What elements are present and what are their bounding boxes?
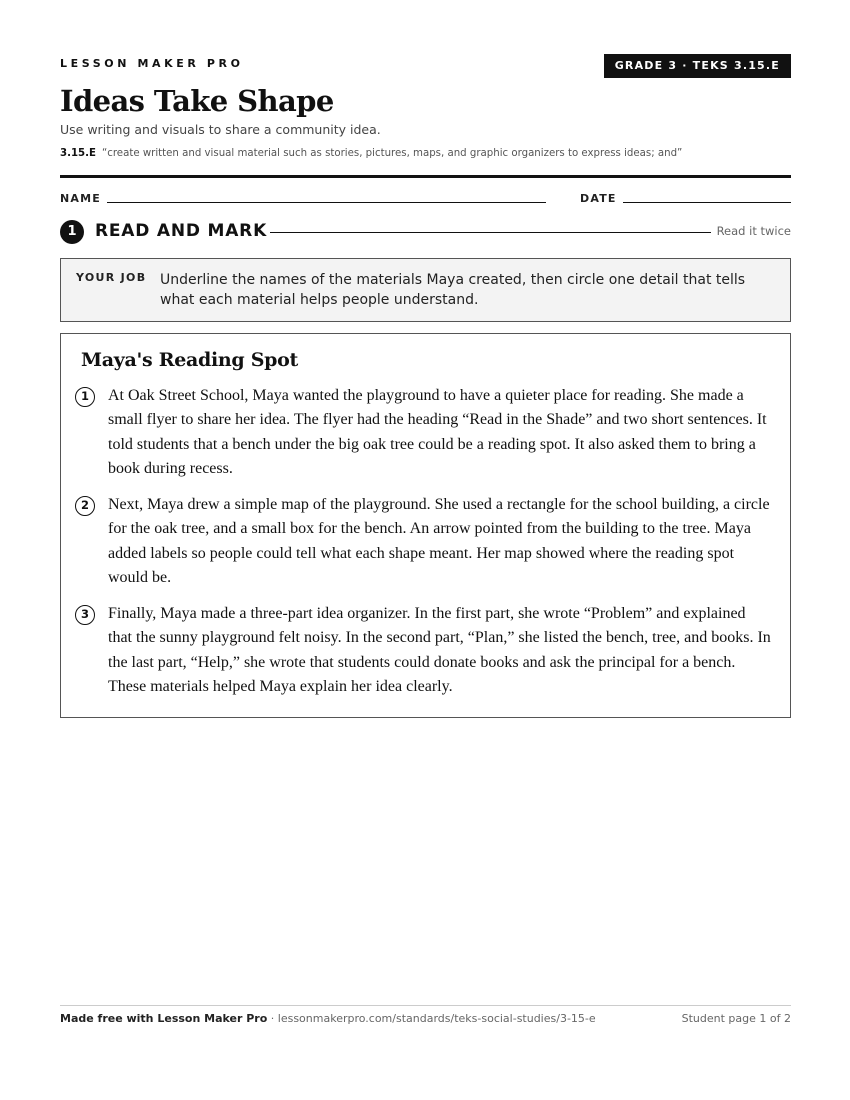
header-divider — [60, 175, 791, 178]
date-field[interactable] — [623, 202, 791, 203]
footer-page-info: Student page 1 of 2 — [681, 1012, 791, 1025]
grade-badge: GRADE 3 · TEKS 3.15.E — [604, 54, 791, 78]
standard-text: “create written and visual material such as stories, pictures, maps, and graphic organizers to express ideas; and” — [101, 148, 683, 159]
passage-paragraph-2[interactable]: Next, Maya drew a simple map of the playground. She used a rectangle for the school building, a circle for the oak tree, and a small box for the bench. An arrow pointed from the building to the tree. Maya added labels so people could tell what each shape meant. Her map showed where the reading spot would be. — [108, 496, 770, 587]
paragraph-number-2: 2 — [75, 496, 95, 516]
section-number-badge: 1 — [60, 220, 84, 244]
name-label: NAME — [60, 192, 101, 205]
name-field[interactable] — [107, 202, 546, 203]
page-subtitle: Use writing and visuals to share a community idea. — [60, 122, 381, 137]
your-job-label: YOUR JOB — [76, 271, 147, 284]
paragraph-number-3: 3 — [75, 605, 95, 625]
your-job-instructions: Underline the names of the materials Maya created, then circle one detail that tells what each material helps people understand. — [160, 272, 746, 308]
footer-url[interactable]: · lessonmakerpro.com/standards/teks-social-studies/3-15-e — [267, 1012, 596, 1025]
section-divider — [270, 232, 711, 233]
standard-statement — [60, 148, 682, 159]
footer-divider — [60, 1005, 791, 1006]
passage-paragraph-3[interactable]: Finally, Maya made a three-part idea organizer. In the first part, she wrote “Problem” and explained that the sunny playground felt noisy. In the second part, “Plan,” she listed the bench, tree, and books. In the last part, “Help,” she wrote that students could donate books and ask the principal for a bench. These materials helped Maya explain her idea clearly. — [108, 605, 771, 696]
footer-made-with: Made free with Lesson Maker Pro — [60, 1012, 268, 1025]
brand-name: LESSON MAKER PRO — [60, 57, 244, 70]
your-job-box — [60, 258, 791, 322]
worksheet-page — [60, 0, 791, 1100]
footer-credit — [60, 1012, 596, 1025]
page-title: Ideas Take Shape — [60, 84, 334, 118]
passage-paragraph-1[interactable]: At Oak Street School, Maya wanted the playground to have a quieter place for reading. She made a small flyer to share her idea. The flyer had the heading “Read in the Shade” and two short sentences. It told students that a bench under the big oak tree could be a reading spot. It also asked them to bring a book during recess. — [108, 387, 767, 478]
reading-passage-box — [60, 333, 791, 718]
section-title: READ AND MARK — [95, 221, 268, 241]
section-note: Read it twice — [716, 224, 791, 238]
date-label: DATE — [580, 192, 617, 205]
passage-title: Maya's Reading Spot — [81, 349, 298, 371]
paragraph-number-1: 1 — [75, 387, 95, 407]
standard-code: 3.15.E — [60, 148, 96, 159]
